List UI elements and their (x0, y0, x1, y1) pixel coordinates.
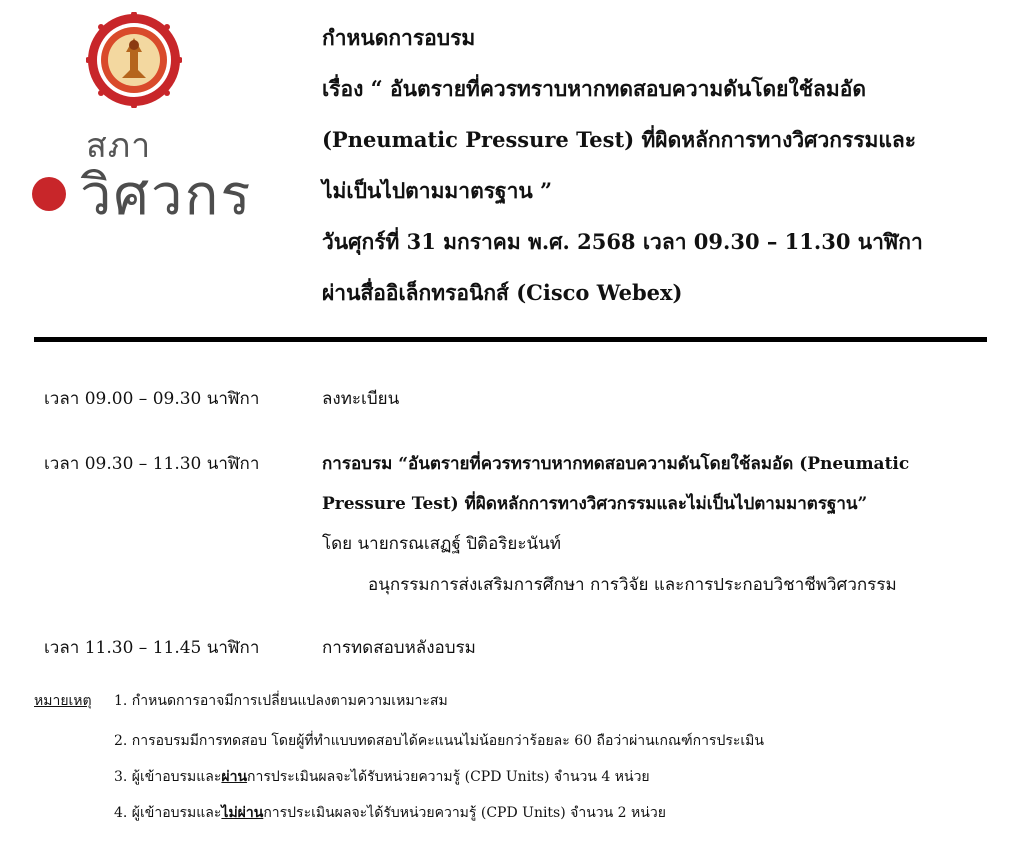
note-3-prefix: 3. ผู้เข้าอบรมและ (114, 769, 222, 785)
logo-text-sapa: สภา (86, 126, 152, 166)
schedule-item-2-speaker: โดย นายกรณเสฏฐ์ ปิติอริยะนันท์ (322, 534, 561, 554)
note-4 (114, 802, 666, 824)
note-4-emphasis: ไม่ผ่าน (221, 805, 264, 821)
header-line-3: (Pneumatic Pressure Test) ที่ผิดหลักการทางวิศวกรรมและ (322, 127, 917, 152)
note-4-prefix: 4. ผู้เข้าอบรมและ (114, 805, 222, 821)
document-header (322, 22, 1012, 328)
notes-label: หมายเหตุ (34, 693, 92, 709)
header-divider (34, 337, 987, 342)
note-2: 2. การอบรมมีการทดสอบ โดยผู้ที่ทำแบบทดสอบได้คะแนนไม่น้อยกว่าร้อยละ 60 ถือว่าผ่านเกณฑ์การประเมิน (114, 733, 764, 749)
note-1: 1. กำหนดการอาจมีการเปลี่ยนแปลงตามความเหมาะสม (114, 693, 448, 709)
header-line-5: วันศุกร์ที่ 31 มกราคม พ.ศ. 2568 เวลา 09.30 – 11.30 นาฬิกา (322, 229, 923, 254)
schedule-item-2-title-1: การอบรม “อันตรายที่ควรทราบหากทดสอบความดันโดยใช้ลมอัด (Pneumatic (322, 454, 910, 474)
header-line-1: กำหนดการอบรม (322, 25, 476, 50)
schedule-item-2-speaker-role: อนุกรรมการส่งเสริมการศึกษา การวิจัย และการประกอบวิชาชีพวิศวกรรม (368, 575, 897, 595)
note-3 (114, 766, 650, 788)
header-line-6: ผ่านสื่ออิเล็กทรอนิกส์ (Cisco Webex) (322, 280, 683, 305)
schedule-time-2: เวลา 09.30 – 11.30 นาฬิกา (44, 454, 260, 474)
schedule-item-1: ลงทะเบียน (322, 389, 400, 409)
logo-text-wisawakon: วิศวกร (80, 163, 253, 228)
schedule-time-3: เวลา 11.30 – 11.45 นาฬิกา (44, 638, 260, 658)
header-line-2: เรื่อง “ อันตรายที่ควรทราบหากทดสอบความดันโดยใช้ลมอัด (322, 76, 866, 101)
schedule-time-1: เวลา 09.00 – 09.30 นาฬิกา (44, 389, 260, 409)
schedule-item-2-title-2: Pressure Test) ที่ผิดหลักการทางวิศวกรรมและไม่เป็นไปตามมาตรฐาน” (322, 494, 868, 514)
note-4-suffix: การประเมินผลจะได้รับหน่วยความรู้ (CPD Units) จำนวน 2 หน่วย (263, 805, 666, 821)
schedule-item-3: การทดสอบหลังอบรม (322, 638, 476, 658)
note-3-suffix: การประเมินผลจะได้รับหน่วยความรู้ (CPD Units) จำนวน 4 หน่วย (247, 769, 650, 785)
header-line-4: ไม่เป็นไปตามมาตรฐาน ” (322, 178, 553, 203)
note-3-emphasis: ผ่าน (221, 769, 248, 785)
logo-red-dot (32, 177, 66, 211)
engineering-council-seal-icon (86, 12, 182, 108)
